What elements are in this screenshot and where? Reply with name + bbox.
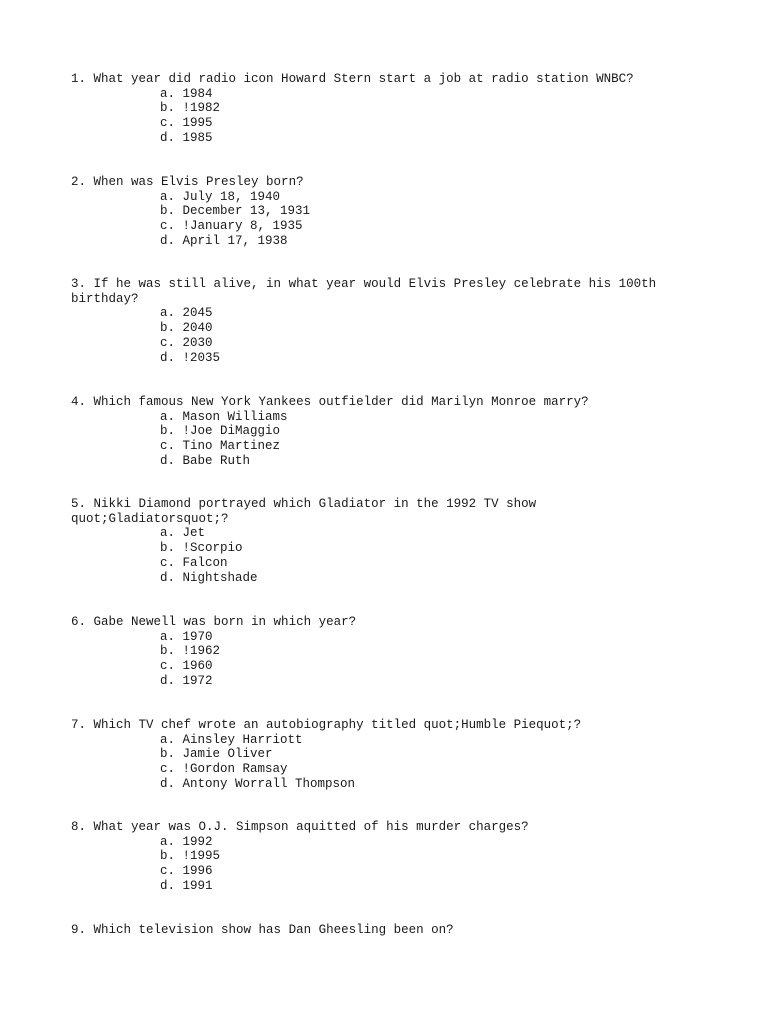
choice-letter: a. <box>160 834 176 849</box>
answer-choice <box>160 424 671 439</box>
choice-text: 1984 <box>182 86 213 101</box>
answer-choice <box>160 571 671 586</box>
choice-text: !1982 <box>182 101 221 116</box>
choice-text: 1960 <box>182 659 213 674</box>
question-prompt: Which TV chef wrote an autobiography titled quot;Humble Piequot;? <box>93 718 582 732</box>
choice-letter: b. <box>160 849 176 864</box>
choice-letter: d. <box>160 453 176 468</box>
choice-letter: a. <box>160 189 176 204</box>
answer-choice <box>160 204 671 219</box>
choice-letter: a. <box>160 526 176 541</box>
question-text <box>71 923 671 938</box>
question-3 <box>71 277 671 365</box>
answer-choice <box>160 336 671 351</box>
question-number: 9. <box>71 923 87 937</box>
answer-list <box>71 630 671 689</box>
answer-list <box>71 190 671 249</box>
answer-choice <box>160 439 671 454</box>
choice-letter: a. <box>160 86 176 101</box>
question-text <box>71 615 671 630</box>
choice-letter: a. <box>160 629 176 644</box>
answer-choice <box>160 674 671 689</box>
choice-letter: c. <box>160 335 176 350</box>
choice-text: !January 8, 1935 <box>182 219 303 234</box>
choice-letter: c. <box>160 219 176 234</box>
answer-list <box>71 306 671 365</box>
answer-list <box>71 526 671 585</box>
answer-choice <box>160 526 671 541</box>
answer-choice <box>160 864 671 879</box>
choice-text: Mason Williams <box>182 409 288 424</box>
question-5 <box>71 497 671 585</box>
choice-letter: d. <box>160 233 176 248</box>
choice-text: Babe Ruth <box>182 453 251 468</box>
answer-choice <box>160 644 671 659</box>
choice-letter: b. <box>160 747 176 762</box>
choice-letter: b. <box>160 644 176 659</box>
choice-text: !1995 <box>182 849 221 864</box>
question-prompt: Nikki Diamond portrayed which Gladiator in the 1992 TV show quot;Gladiatorsquot;? <box>71 497 544 526</box>
question-2 <box>71 175 671 249</box>
choice-letter: c. <box>160 116 176 131</box>
question-text <box>71 718 671 733</box>
answer-choice <box>160 116 671 131</box>
choice-text: April 17, 1938 <box>182 233 288 248</box>
choice-letter: b. <box>160 321 176 336</box>
answer-choice <box>160 234 671 249</box>
question-6 <box>71 615 671 689</box>
question-number: 8. <box>71 820 87 834</box>
choice-letter: a. <box>160 306 176 321</box>
question-text <box>71 820 671 835</box>
choice-text: 1995 <box>182 116 213 131</box>
choice-text: Tino Martinez <box>182 439 281 454</box>
answer-choice <box>160 190 671 205</box>
choice-text: 1970 <box>182 629 213 644</box>
answer-choice <box>160 410 671 425</box>
answer-list <box>71 410 671 469</box>
answer-choice <box>160 541 671 556</box>
question-number: 5. <box>71 497 87 511</box>
question-number: 6. <box>71 615 87 629</box>
choice-text: 1992 <box>182 834 213 849</box>
question-prompt: What year was O.J. Simpson aquitted of his murder charges? <box>93 820 529 834</box>
choice-text: 1996 <box>182 864 213 879</box>
question-number: 1. <box>71 72 87 86</box>
answer-choice <box>160 630 671 645</box>
question-9 <box>71 923 671 938</box>
choice-text: 1985 <box>182 130 213 145</box>
choice-letter: c. <box>160 555 176 570</box>
choice-text: 2030 <box>182 335 213 350</box>
choice-letter: c. <box>160 762 176 777</box>
choice-letter: d. <box>160 130 176 145</box>
choice-text: 2040 <box>182 321 213 336</box>
answer-choice <box>160 747 671 762</box>
choice-letter: b. <box>160 204 176 219</box>
question-text <box>71 497 671 526</box>
choice-text: !Scorpio <box>182 541 243 556</box>
answer-choice <box>160 835 671 850</box>
choice-text: July 18, 1940 <box>182 189 281 204</box>
answer-choice <box>160 87 671 102</box>
answer-choice <box>160 777 671 792</box>
answer-choice <box>160 454 671 469</box>
choice-text: Nightshade <box>182 570 258 585</box>
choice-text: !2035 <box>182 350 221 365</box>
question-number: 7. <box>71 718 87 732</box>
choice-text: Falcon <box>182 555 228 570</box>
choice-letter: c. <box>160 439 176 454</box>
choice-letter: b. <box>160 541 176 556</box>
question-number: 4. <box>71 395 87 409</box>
question-prompt: Which television show has Dan Gheesling been on? <box>93 923 454 937</box>
answer-choice <box>160 659 671 674</box>
answer-choice <box>160 762 671 777</box>
choice-letter: d. <box>160 776 176 791</box>
question-number: 2. <box>71 175 87 189</box>
answer-choice <box>160 879 671 894</box>
choice-text: 1991 <box>182 878 213 893</box>
question-8 <box>71 820 671 894</box>
choice-text: !Joe DiMaggio <box>182 424 281 439</box>
choice-letter: a. <box>160 409 176 424</box>
choice-letter: b. <box>160 424 176 439</box>
choice-text: Jet <box>182 526 206 541</box>
question-prompt: Which famous New York Yankees outfielder did Marilyn Monroe marry? <box>93 395 589 409</box>
answer-list <box>71 733 671 792</box>
answer-choice <box>160 556 671 571</box>
choice-text: !Gordon Ramsay <box>182 762 288 777</box>
choice-text: !1962 <box>182 644 221 659</box>
choice-text: Antony Worrall Thompson <box>182 776 356 791</box>
answer-choice <box>160 131 671 146</box>
answer-choice <box>160 306 671 321</box>
choice-letter: d. <box>160 350 176 365</box>
choice-text: Jamie Oliver <box>182 747 273 762</box>
question-text <box>71 175 671 190</box>
choice-letter: b. <box>160 101 176 116</box>
question-1 <box>71 72 671 146</box>
choice-letter: a. <box>160 732 176 747</box>
choice-text: 1972 <box>182 673 213 688</box>
question-text <box>71 277 671 306</box>
choice-letter: d. <box>160 673 176 688</box>
choice-text: 2045 <box>182 306 213 321</box>
answer-choice <box>160 733 671 748</box>
question-prompt: What year did radio icon Howard Stern start a job at radio station WNBC? <box>93 72 634 86</box>
question-prompt: If he was still alive, in what year would Elvis Presley celebrate his 100th birthday? <box>71 277 664 306</box>
question-7 <box>71 718 671 792</box>
question-prompt: Gabe Newell was born in which year? <box>93 615 357 629</box>
question-text <box>71 72 671 87</box>
question-text <box>71 395 671 410</box>
answer-list <box>71 87 671 146</box>
answer-choice <box>160 351 671 366</box>
answer-list <box>71 835 671 894</box>
question-prompt: When was Elvis Presley born? <box>93 175 304 189</box>
choice-letter: d. <box>160 570 176 585</box>
question-number: 3. <box>71 277 87 291</box>
answer-choice <box>160 321 671 336</box>
choice-letter: c. <box>160 659 176 674</box>
answer-choice <box>160 849 671 864</box>
choice-letter: d. <box>160 878 176 893</box>
answer-choice <box>160 101 671 116</box>
choice-text: Ainsley Harriott <box>182 732 303 747</box>
question-4 <box>71 395 671 469</box>
choice-text: December 13, 1931 <box>182 204 311 219</box>
choice-letter: c. <box>160 864 176 879</box>
answer-choice <box>160 219 671 234</box>
